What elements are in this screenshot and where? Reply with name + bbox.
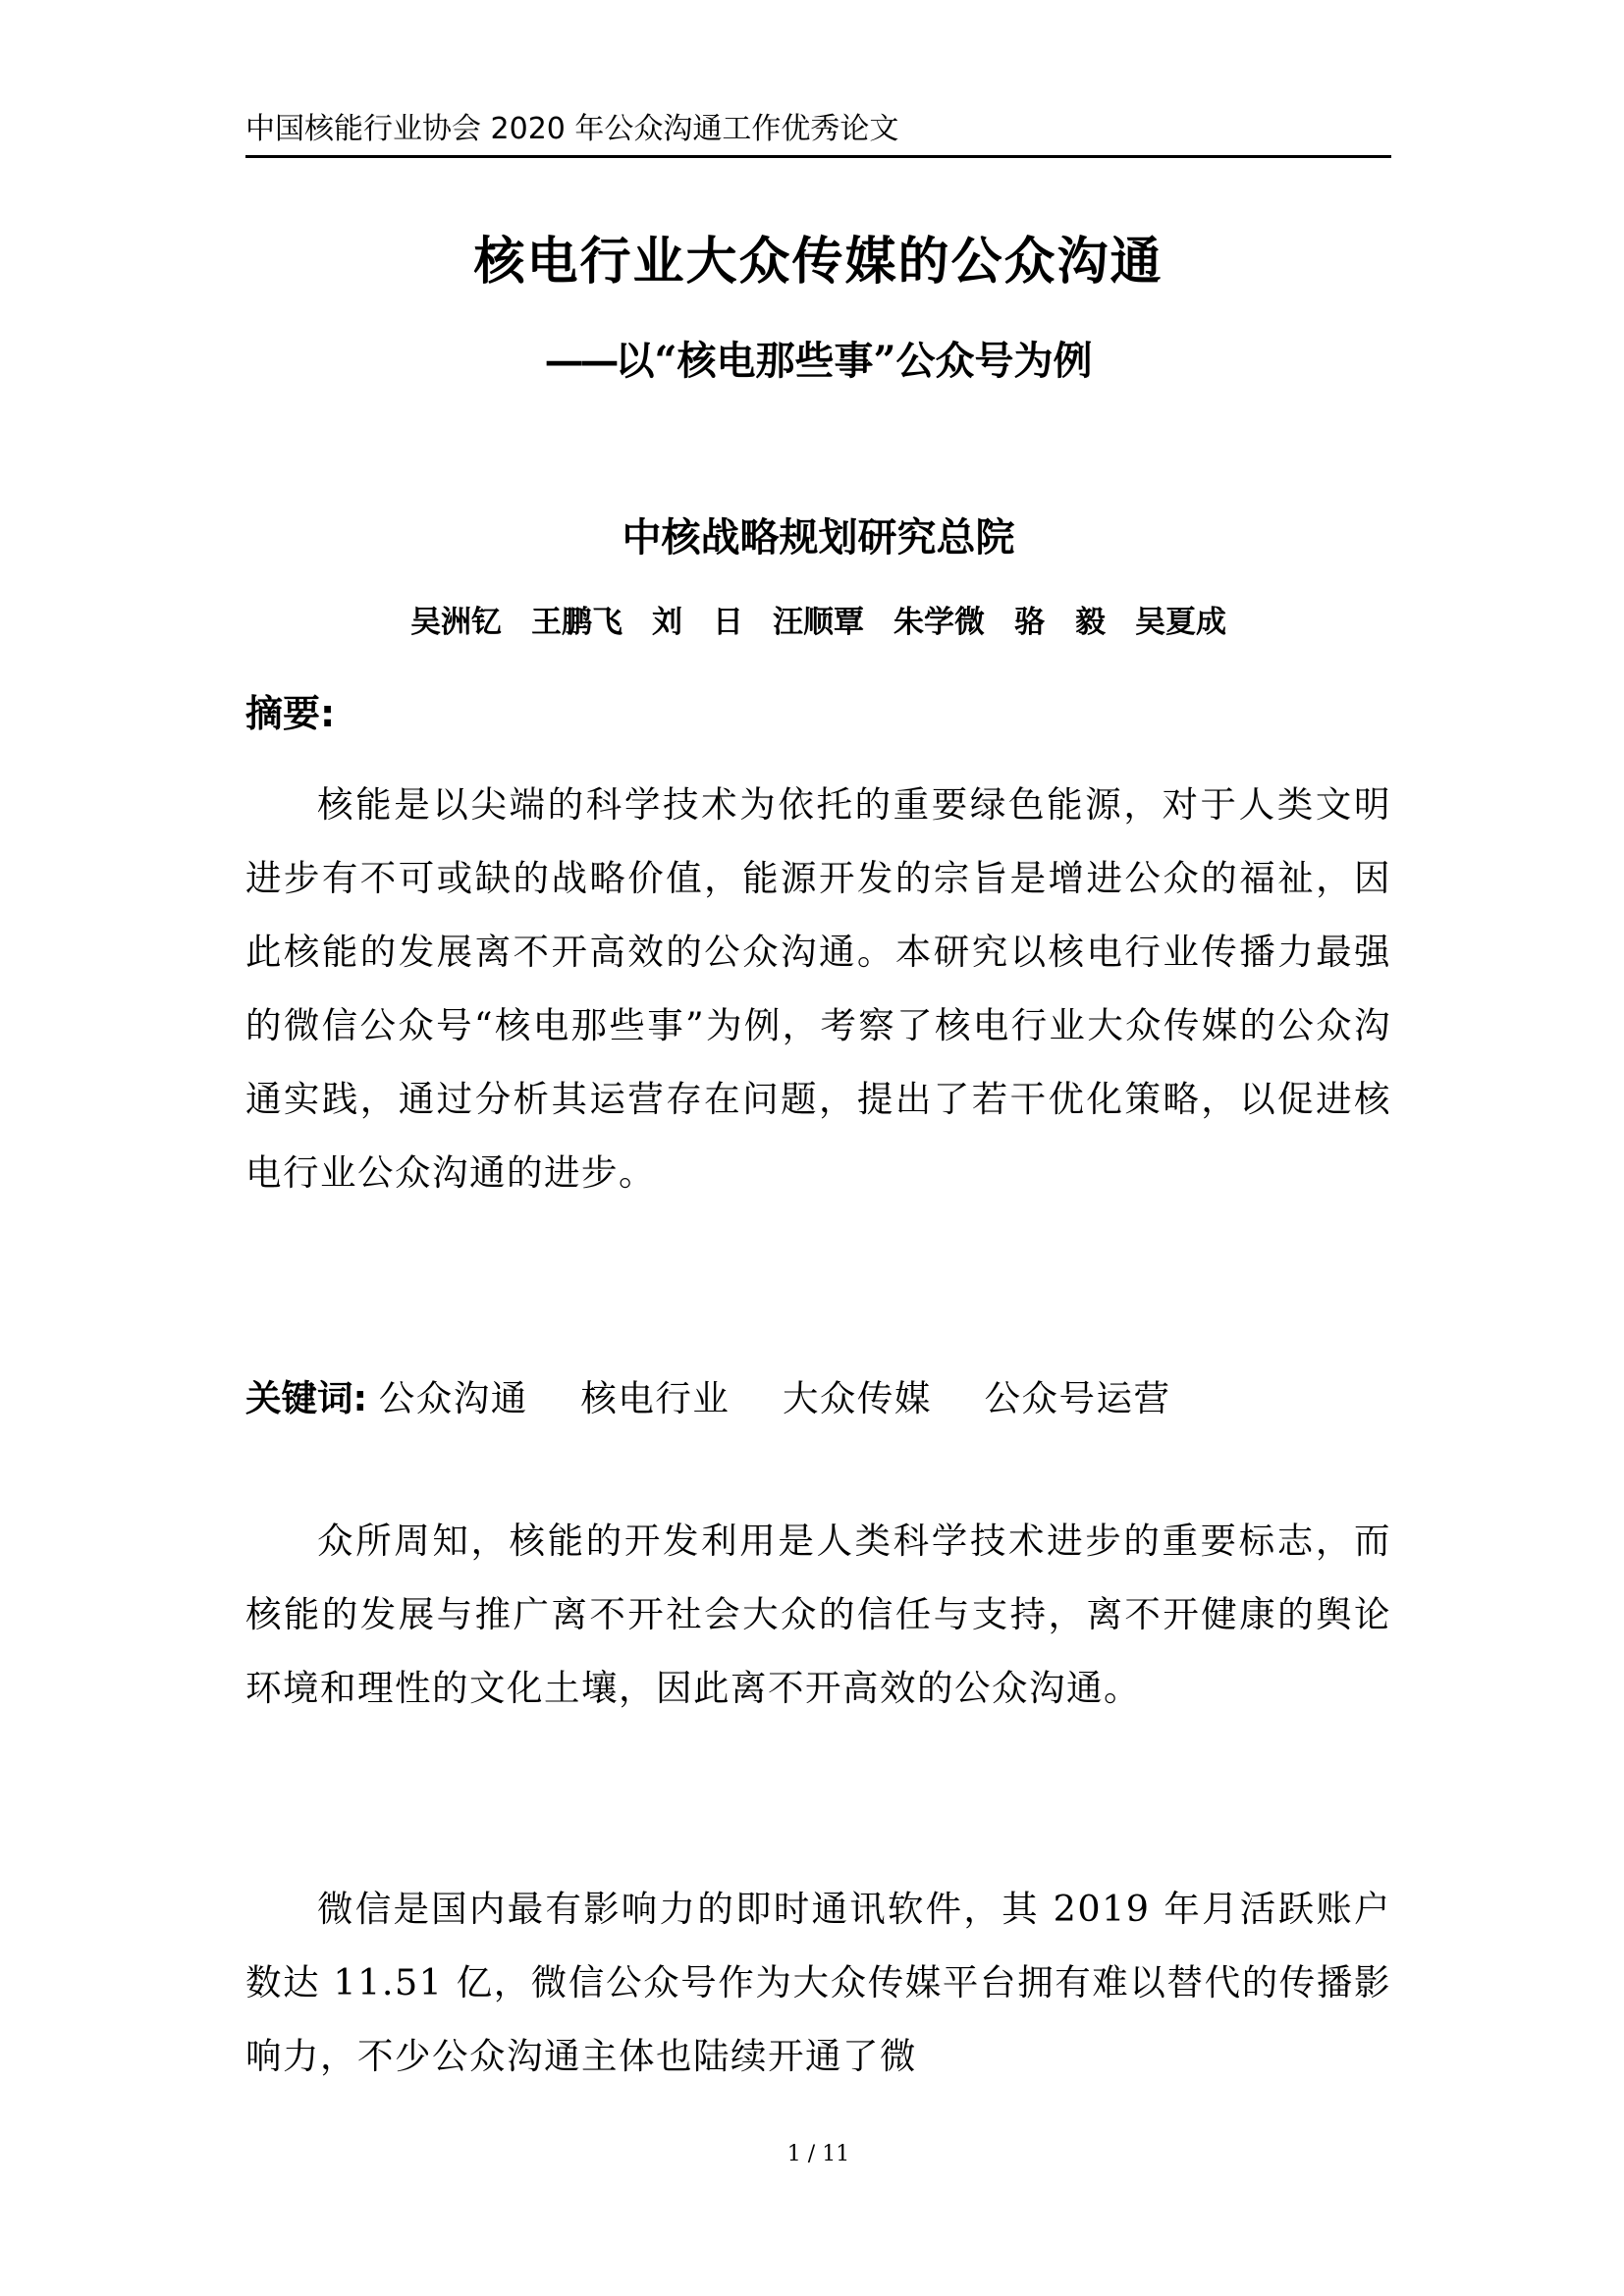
keywords-label: 关键词: bbox=[245, 1377, 368, 1419]
keyword: 公众沟通 bbox=[378, 1377, 528, 1419]
subtitle-text: 以“核电那些事”公众号为例 bbox=[615, 338, 1093, 384]
page-number: 1 / 11 bbox=[786, 2142, 850, 2166]
body-paragraph: 众所周知，核能的开发利用是人类科学技术进步的重要标志，而核能的发展与推广离不开社会大众的信任与支持，离不开健康的舆论环境和理性的文化土壤，因此离不开高效的公众沟通。 bbox=[245, 1520, 1391, 1709]
abstract-heading: 摘要: bbox=[245, 692, 336, 735]
body-paragraph: 微信是国内最有影响力的即时通讯软件，其 2019 年月活跃账户数达 11.51 亿，微信公众号作为大众传媒平台拥有难以替代的传播影响力，不少公众沟通主体也陆续开通了微 bbox=[245, 1888, 1391, 2077]
author-list bbox=[245, 601, 1391, 644]
author-name: 骆 毅 bbox=[1014, 605, 1106, 640]
author-name: 吴洲钇 bbox=[410, 605, 502, 640]
author-name: 王鹏飞 bbox=[531, 605, 623, 640]
author-name: 朱学微 bbox=[893, 605, 985, 640]
keyword: 核电行业 bbox=[580, 1377, 731, 1419]
institution: 中核战略规划研究总院 bbox=[622, 514, 1015, 561]
author-name: 吴夏成 bbox=[1135, 605, 1226, 640]
subtitle-dash: —— bbox=[544, 338, 616, 384]
running-header: 中国核能行业协会 2020 年公众沟通工作优秀论文 bbox=[245, 112, 899, 146]
header-rule bbox=[245, 155, 1391, 158]
paper-title: 核电行业大众传媒的公众沟通 bbox=[473, 232, 1164, 292]
author-name: 刘 日 bbox=[652, 605, 743, 640]
keywords-line bbox=[245, 1369, 1391, 1428]
paper-subtitle bbox=[245, 334, 1391, 389]
keyword: 公众号运营 bbox=[984, 1377, 1171, 1419]
abstract-body: 核能是以尖端的科学技术为依托的重要绿色能源，对于人类文明进步有不可或缺的战略价值，能源开发的宗旨是增进公众的福祉，因此核能的发展离不开高效的公众沟通。本研究以核电行业传播力最强的微信公众号“核电那些事”为例，考察了核电行业大众传媒的公众沟通实践，通过分析其运营存在问题，提出了若干优化策略，以促进核电行业公众沟通的进步。 bbox=[245, 783, 1391, 1194]
author-name: 汪顺覃 bbox=[773, 605, 864, 640]
keyword: 大众传媒 bbox=[782, 1377, 932, 1419]
